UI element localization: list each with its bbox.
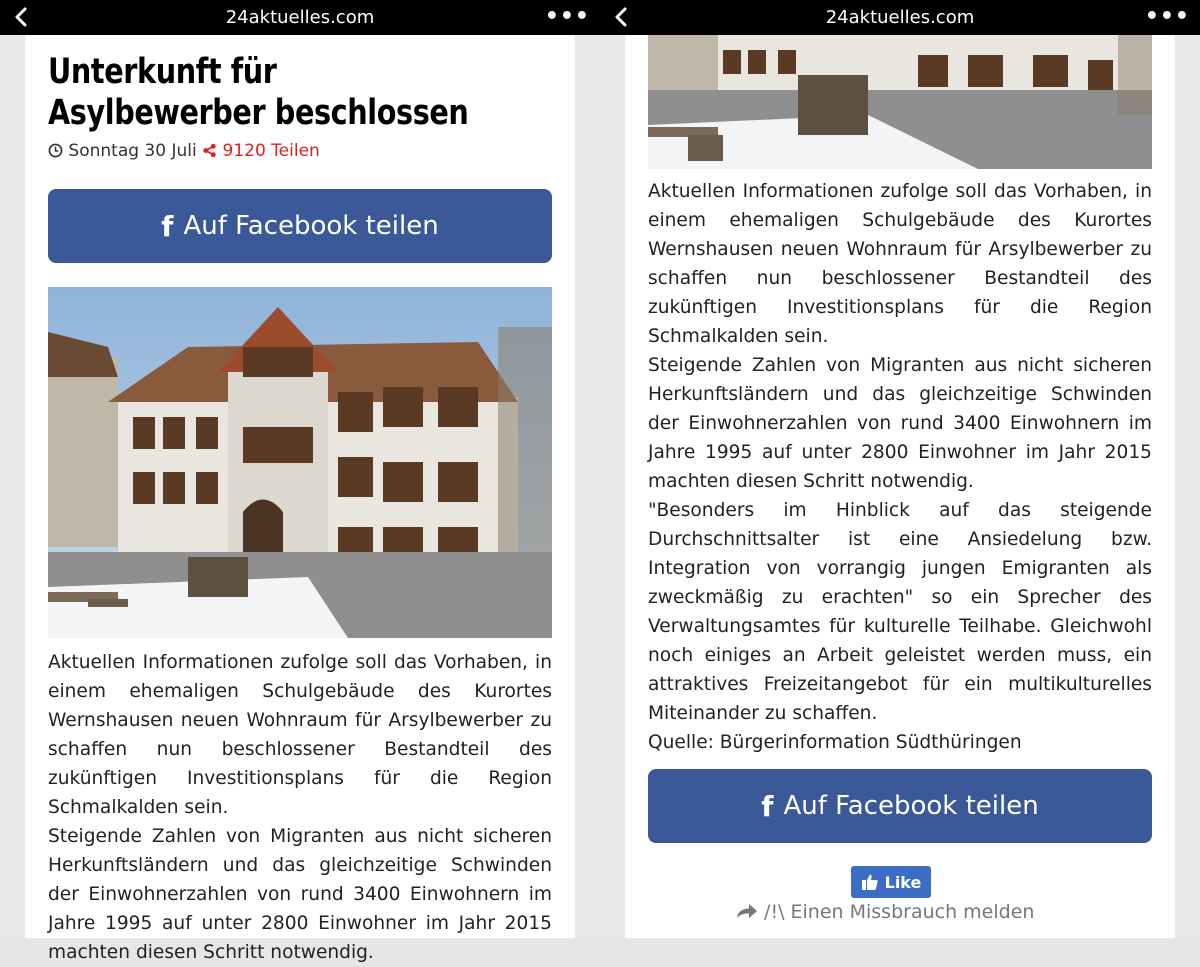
more-dots-icon[interactable]: ••• xyxy=(544,4,590,29)
report-abuse-label: /!\ Einen Missbrauch melden xyxy=(764,901,1035,923)
forward-arrow-icon xyxy=(736,903,758,919)
facebook-icon: f xyxy=(761,789,774,823)
report-abuse-link[interactable] xyxy=(736,901,1034,923)
facebook-share-label: Auf Facebook teilen xyxy=(183,211,439,241)
browser-top-bar xyxy=(0,0,600,35)
share-icon xyxy=(202,143,217,158)
facebook-icon: f xyxy=(161,209,174,243)
article-photo xyxy=(48,287,552,638)
article-body xyxy=(648,177,1152,757)
right-screen xyxy=(600,0,1200,938)
more-dots-icon[interactable]: ••• xyxy=(1144,4,1190,29)
browser-url[interactable]: 24aktuelles.com xyxy=(825,7,975,28)
like-label: Like xyxy=(884,872,922,892)
article-paragraph: "Besonders im Hinblick auf das steigende Durchschnittsalter ist eine Ansiedelung bzw. Integration von vorrangig jungen Emigranten als zweckmäßig zu erachten" so ein Sprecher des Verwaltungsamtes für kulturelle Teilhabe. Gleichwohl noch einiges an Arbeit geleistet werden muss, ein attraktives Freizeitangebot für ein multikulturelles Miteinander zu schaffen. xyxy=(648,500,1152,724)
article-title: Unterkunft für Asylbewerber beschlossen xyxy=(48,52,469,134)
facebook-share-button[interactable] xyxy=(648,769,1152,843)
article-paragraph: Steigende Zahlen von Migranten aus nicht sicheren Herkunftsländern und das gleichzeitige Schwinden der Einwohnerzahlen von rund 3400 Einwohnern im Jahre 1995 auf unter 2800 Einwohner im Jahr 2015 machten diesen Schritt notwendig. xyxy=(48,826,552,963)
browser-url[interactable]: 24aktuelles.com xyxy=(225,7,375,28)
left-screen xyxy=(0,0,600,963)
article-paragraph: Aktuellen Informationen zufolge soll das Vorhaben, in einem ehemaligen Schulgebäude des Kurortes Wernshausen neuen Wohnraum für Arsylbewerber zu schaffen nun beschlossener Bestandteil des zukünftigen Investitionsplans für die Region Schmalkalden sein. xyxy=(48,652,552,818)
share-count-label: 9120 Teilen xyxy=(222,141,320,161)
article-date: Sonntag 30 Juli xyxy=(68,141,197,161)
article-paragraph: Aktuellen Informationen zufolge soll das Vorhaben, in einem ehemaligen Schulgebäude des Kurortes Wernshausen neuen Wohnraum für Arsylbewerber zu schaffen nun beschlossener Bestandteil des zukünftigen Investitionsplans für die Region Schmalkalden sein. xyxy=(648,181,1152,347)
facebook-like-button[interactable] xyxy=(851,866,931,898)
article-source: Quelle: Bürgerinformation Südthüringen xyxy=(648,732,1022,753)
clock-icon xyxy=(48,143,63,158)
article-meta xyxy=(48,141,320,161)
article-paragraph: Steigende Zahlen von Migranten aus nicht sicheren Herkunftsländern und das gleichzeitige Schwinden der Einwohnerzahlen von rund 3400 Einwohnern im Jahre 1995 auf unter 2800 Einwohner im Jahr 2015 machten diesen Schritt notwendig. xyxy=(648,355,1152,492)
facebook-share-label: Auf Facebook teilen xyxy=(783,791,1039,821)
article-body xyxy=(48,648,552,967)
share-count[interactable] xyxy=(202,141,320,161)
browser-top-bar xyxy=(600,0,1200,35)
article-photo xyxy=(648,35,1152,169)
thumbs-up-icon xyxy=(861,873,879,891)
facebook-share-button[interactable] xyxy=(48,189,552,263)
